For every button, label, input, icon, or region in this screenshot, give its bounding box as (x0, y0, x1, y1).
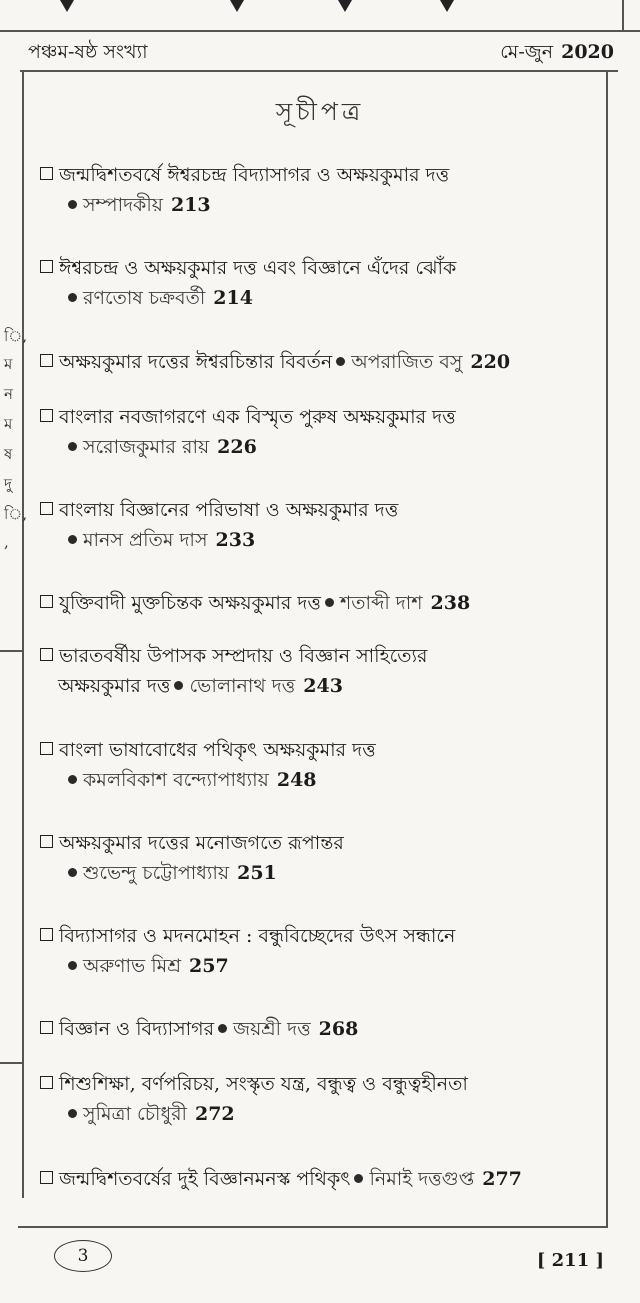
entry-title: জন্মদ্বিশতবর্ষে ঈশ্বরচন্দ্র বিদ্যাসাগর ও অক্ষয়কুমার দত্ত (59, 164, 450, 186)
toc-entry (40, 1014, 600, 1044)
fragment-char: ি, (4, 505, 28, 523)
entry-page: 257 (189, 955, 229, 977)
issue-label: পঞ্চম-ষষ্ঠ সংখ্যা (28, 41, 148, 63)
checkbox-icon (40, 648, 53, 661)
entry-author: শতাব্দী দাশ (339, 592, 423, 614)
entry-page: 220 (470, 351, 511, 373)
bullet-icon (68, 868, 77, 877)
toc-entry (40, 347, 600, 377)
checkbox-icon (40, 1021, 53, 1034)
entry-page: 243 (303, 675, 343, 697)
entry-author: জয়শ্রী দত্ত (233, 1018, 311, 1040)
toc-entry (40, 588, 600, 618)
checkbox-icon (40, 354, 53, 367)
toc-entry (40, 641, 600, 701)
entry-page: 213 (170, 194, 211, 216)
fragment-char: ন (4, 385, 13, 403)
bullet-icon (325, 598, 334, 607)
bullet-icon (68, 293, 77, 302)
entry-author: অরুণাভ মিশ্র (83, 955, 182, 977)
entry-title: জন্মদ্বিশতবর্ষের দুই বিজ্ঞানমনস্ক পথিকৃৎ (59, 1168, 351, 1190)
entry-title: শিশুশিক্ষা, বর্ণপরিচয়, সংস্কৃত যন্ত্র, বন্ধুত্ব ও বন্ধুত্বহীনতা (59, 1073, 468, 1095)
entry-author: সুমিত্রা চৌধুরী (83, 1103, 187, 1125)
entry-title-continued: অক্ষয়কুমার দত্ত (58, 675, 171, 697)
entry-author: সরোজকুমার রায় (83, 436, 210, 458)
entry-title: বিজ্ঞান ও বিদ্যাসাগর (59, 1018, 215, 1040)
entry-page: 251 (237, 862, 277, 884)
entry-title: বিদ্যাসাগর ও মদনমোহন : বন্ধুবিচ্ছেদের উৎস সন্ধানে (59, 925, 456, 947)
top-edge (622, 0, 624, 30)
entry-title: বাংলা ভাষাবোধের পথিকৃৎ অক্ষয়কুমার দত্ত (59, 739, 376, 761)
top-mark (440, 0, 454, 12)
bullet-icon (354, 1174, 363, 1183)
entry-title: ভারতবর্ষীয় উপাসক সম্প্রদায় ও বিজ্ঞান সাহিত্যের (59, 645, 428, 667)
checkbox-icon (40, 835, 53, 848)
bullet-icon (68, 200, 77, 209)
toc-entry (40, 921, 600, 981)
toc-title: সূচীপত্র (275, 97, 365, 126)
entry-author: অপরাজিত বসু (351, 351, 463, 373)
folio-number: 3 (54, 1240, 112, 1272)
entry-page: 268 (318, 1018, 359, 1040)
fragment-char: ি, (4, 327, 28, 345)
entry-title: অক্ষয়কুমার দত্তের মনোজগতে রূপান্তর (59, 832, 344, 854)
toc-entry (40, 828, 600, 888)
fragment-char: ম (4, 355, 13, 373)
toc-entry (40, 402, 600, 462)
issue-year: 2020 (561, 41, 614, 63)
entry-author: সম্পাদকীয় (83, 194, 163, 216)
entry-page: 238 (430, 592, 471, 614)
page-number: [ 211 ] (536, 1250, 604, 1271)
fragment-char: দু (4, 475, 12, 493)
entry-title: অক্ষয়কুমার দত্তের ঈশ্বরচিন্তার বিবর্তন (59, 351, 333, 373)
entry-author: কমলবিকাশ বন্দ্যোপাধ্যায় (83, 769, 269, 791)
frame-right (606, 70, 608, 1228)
bullet-icon (218, 1024, 227, 1033)
entry-title: বাংলায় বিজ্ঞানের পরিভাষা ও অক্ষয়কুমার দত্ত (59, 499, 399, 521)
entry-page: 277 (482, 1168, 522, 1190)
entry-page: 272 (194, 1103, 235, 1125)
toc-entry (40, 1164, 600, 1194)
entry-title: ঈশ্বরচন্দ্র ও অক্ষয়কুমার দত্ত এবং বিজ্ঞানে এঁদের ঝোঁক (59, 257, 457, 279)
checkbox-icon (40, 502, 53, 515)
checkbox-icon (40, 260, 53, 273)
top-mark (230, 0, 244, 12)
frame-bottom (18, 1226, 608, 1228)
top-mark (338, 0, 352, 12)
bullet-icon (68, 775, 77, 784)
top-mark (60, 0, 74, 12)
checkbox-icon (40, 1171, 53, 1184)
checkbox-icon (40, 595, 53, 608)
entry-author: রণতোষ চক্রবর্তী (83, 287, 206, 309)
toc-entry (40, 160, 600, 220)
issue-date (500, 38, 614, 70)
checkbox-icon (40, 928, 53, 941)
checkbox-icon (40, 1076, 53, 1089)
column-divider (0, 1062, 22, 1064)
toc-entry (40, 253, 600, 313)
entry-page: 214 (213, 287, 253, 309)
fragment-char: ষ (4, 445, 13, 463)
toc-entry (40, 495, 600, 555)
entry-title: বাংলার নবজাগরণে এক বিস্মৃত পুরুষ অক্ষয়কুমার দত্ত (59, 406, 456, 428)
checkbox-icon (40, 167, 53, 180)
page-header (20, 30, 618, 72)
bullet-icon (174, 681, 183, 690)
top-strip (0, 0, 640, 32)
entry-page: 233 (215, 529, 256, 551)
checkbox-icon (40, 742, 53, 755)
entry-page: 226 (217, 436, 257, 458)
column-divider (0, 650, 22, 652)
entry-author: নিমাই দত্তগুপ্ত (369, 1168, 475, 1190)
entry-title: যুক্তিবাদী মুক্তচিন্তক অক্ষয়কুমার দত্ত (59, 592, 321, 614)
bullet-icon (68, 961, 77, 970)
entry-page: 248 (276, 769, 317, 791)
bullet-icon (336, 357, 345, 366)
entry-author: মানস প্রতিম দাস (83, 529, 208, 551)
entry-author: শুভেন্দু চট্টোপাধ্যায় (83, 862, 230, 884)
fragment-char: , (4, 533, 9, 551)
fragment-char: ম (4, 415, 13, 433)
bullet-icon (68, 1109, 77, 1118)
toc-entry (40, 735, 600, 795)
toc-entry (40, 1069, 600, 1129)
entry-author: ভোলানাথ দত্ত (189, 675, 296, 697)
bullet-icon (68, 442, 77, 451)
left-column-fragment (0, 70, 28, 1198)
issue-month: মে-জুন (500, 41, 554, 63)
checkbox-icon (40, 409, 53, 422)
bullet-icon (68, 535, 77, 544)
